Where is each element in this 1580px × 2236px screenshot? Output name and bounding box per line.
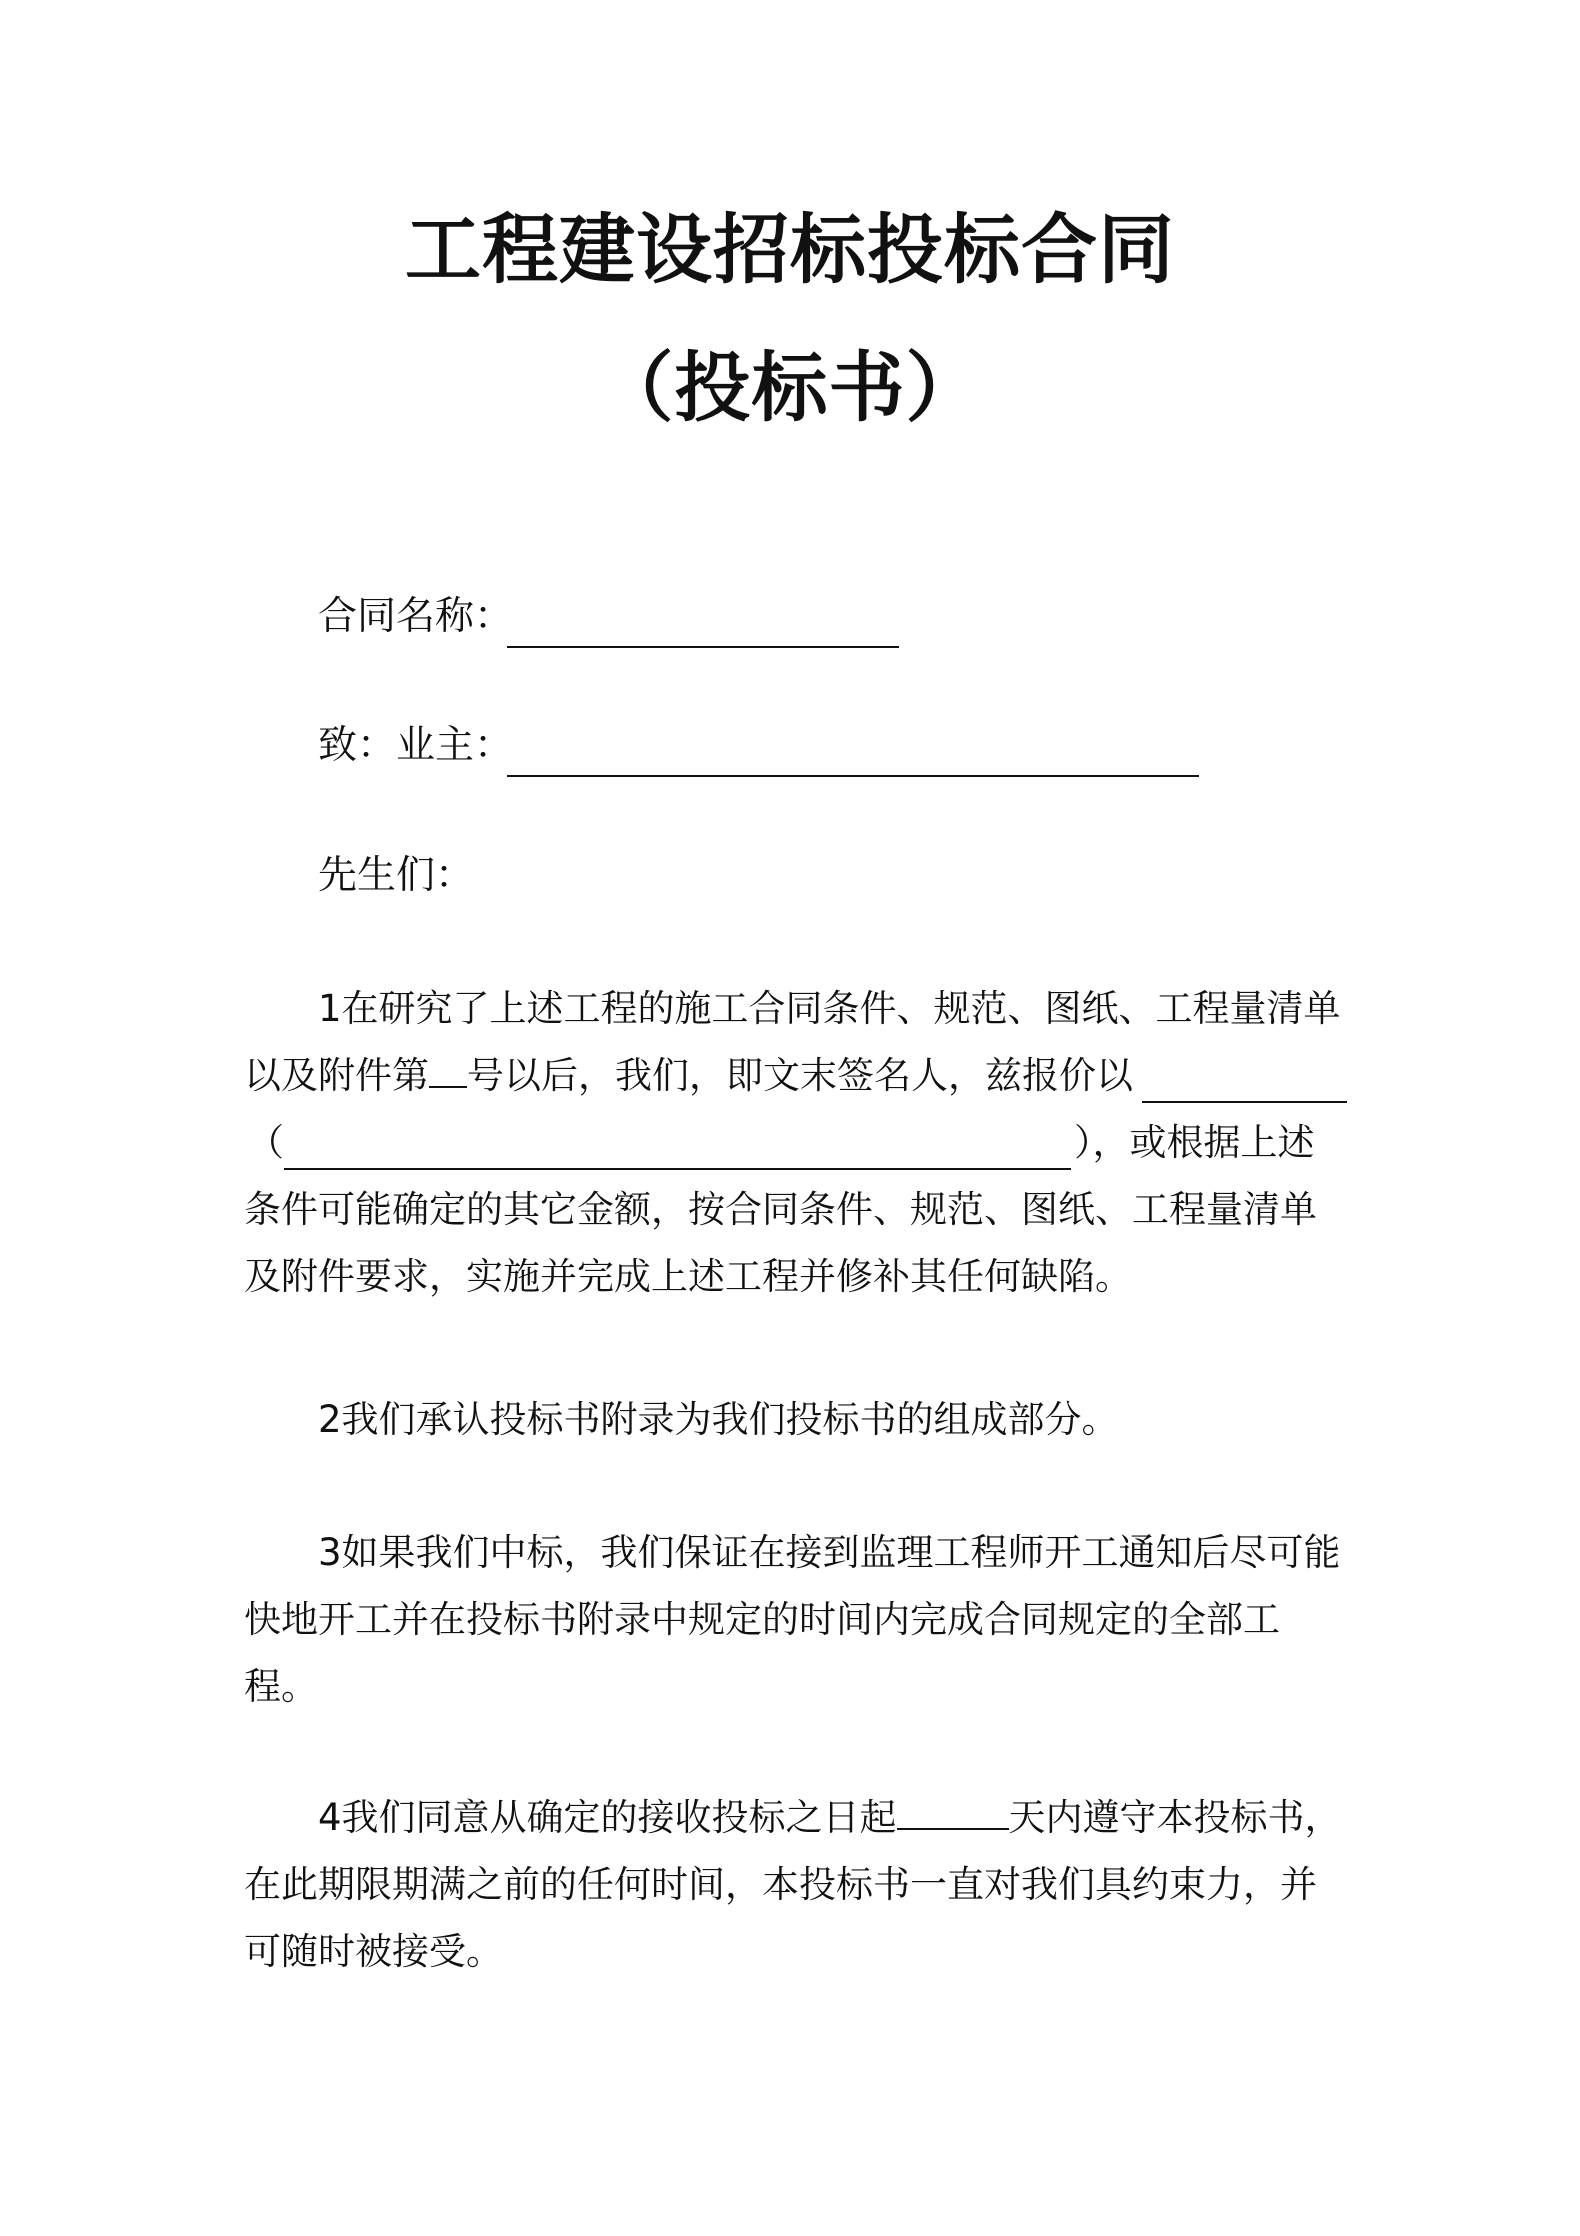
p4-line-1-b: 天内遵守本投标书， [1008,1796,1342,1839]
p1-line-3 [244,1109,284,1176]
p3-line-1: 3如果我们中标，我们保证在接到监理工程师开工通知后尽可能 [318,1531,1341,1574]
p4-line-1-a: 4我们同意从确定的接收投标之日起 [318,1796,897,1839]
bid-price-blank[interactable] [1142,1101,1347,1103]
p1-line-2 [244,1042,1133,1109]
p1-line-2-b: 号以后，我们，即文末签名人，兹报价以 [467,1054,1133,1097]
p1-line-3-a: （ [247,1121,284,1164]
p3-line-3: 程。 [244,1665,318,1708]
p3-line-2: 快地开工并在投标书附录中规定的时间内完成合同规定的全部工 [244,1598,1280,1641]
p2-line-1: 2我们承认投标书附录为我们投标书的组成部分。 [318,1398,1119,1441]
appendix-number-blank[interactable] [429,1049,467,1088]
p1-line-5: 及附件要求，实施并完成上述工程并修补其任何缺陷。 [244,1255,1132,1298]
paragraph-1 [244,975,1354,1315]
p1-line-2-a: 以及附件第 [244,1054,429,1097]
p4-line-2: 在此期限期满之前的任何时间，本投标书一直对我们具约束力，并 [244,1863,1317,1906]
p1-line-4: 条件可能确定的其它金额，按合同条件、规范、图纸、工程量清单 [244,1188,1317,1231]
paragraph-3 [244,1519,1354,1729]
to-owner-row [318,723,514,768]
contract-name-label: 合同名称： [318,594,514,639]
contract-name-row [318,594,514,639]
document-subtitle: （投标书） [597,343,983,432]
p1-line-1: 1在研究了上述工程的施工合同条件、规范、图纸、工程量清单 [318,987,1341,1030]
owner-name-blank[interactable] [507,775,1199,777]
p1-line-3-b: ），或根据上述 [1074,1121,1315,1164]
paragraph-2 [244,1386,1354,1456]
salutation: 先生们： [318,853,475,898]
p4-line-3: 可随时被接受。 [244,1930,503,1973]
contract-name-blank[interactable] [507,646,899,648]
p4-line-1 [318,1784,1342,1851]
document-title: 工程建设招标投标合同 [405,205,1175,294]
to-owner-label: 致：业主： [318,723,514,768]
bid-price-words-blank[interactable] [284,1168,1071,1170]
validity-days-blank[interactable] [897,1791,1009,1830]
paragraph-4 [244,1784,1354,1994]
